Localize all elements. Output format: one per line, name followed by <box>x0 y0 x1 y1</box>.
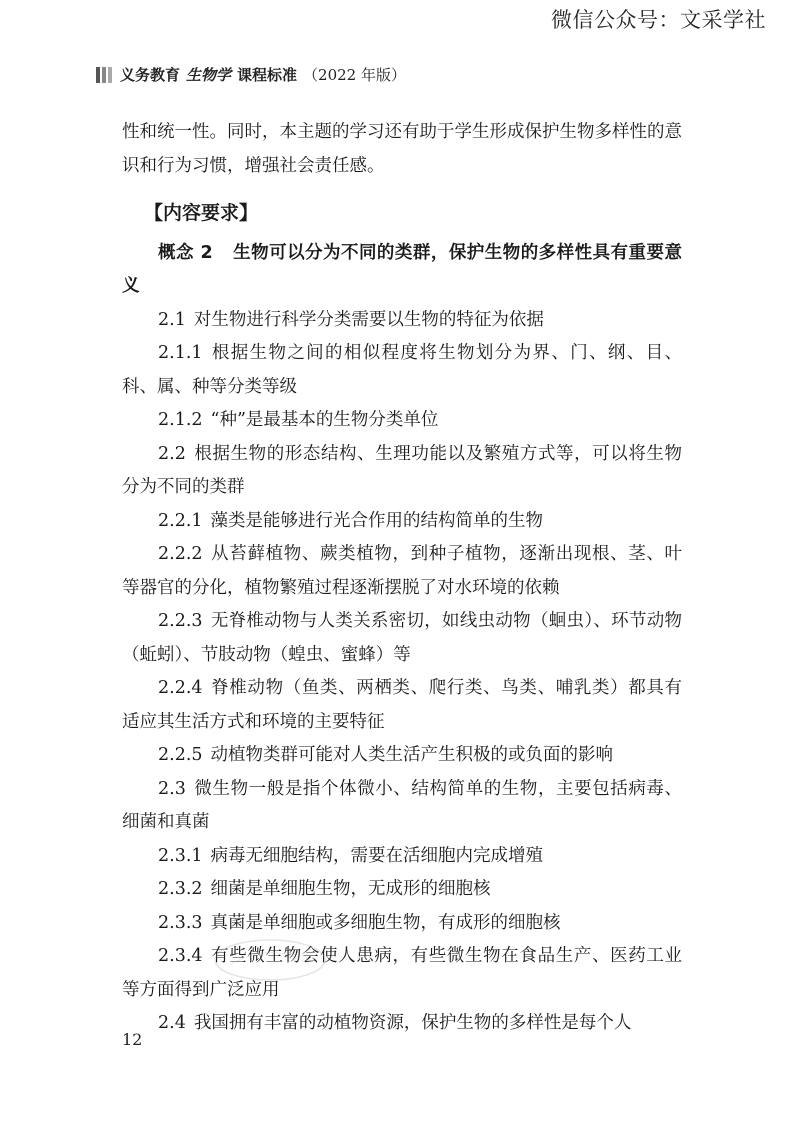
item-number: 2.3.3 <box>158 912 203 933</box>
item-text: 脊椎动物（鱼类、两栖类、爬行类、鸟类、哺乳类）都具有适应其生活方式和环境的主要特征 <box>122 678 682 732</box>
item-text: 无脊椎动物与人类关系密切，如线虫动物（蛔虫）、环节动物（蚯蚓）、节肢动物（蝗虫、蜜蜂）等 <box>122 611 682 665</box>
item-text: 有些微生物会使人患病，有些微生物在食品生产、医药工业等方面得到广泛应用 <box>122 946 682 1000</box>
section-heading: 【内容要求】 <box>144 202 259 224</box>
watermark-text: 微信公众号：文采学社 <box>551 8 766 32</box>
list-item <box>122 739 682 773</box>
list-item <box>122 907 682 941</box>
list-item <box>122 304 682 338</box>
item-number: 2.2.1 <box>158 510 203 531</box>
item-text: 根据生物之间的相似程度将生物划分为界、门、纲、目、科、属、种等分类等级 <box>122 343 682 397</box>
header-standard: 课程标准 <box>237 66 298 84</box>
list-item <box>122 438 682 505</box>
item-number: 2.2.5 <box>158 745 203 765</box>
faint-stamp-watermark <box>210 935 330 985</box>
concept-label: 概念 2 <box>158 242 213 263</box>
item-number: 2.3.2 <box>158 879 203 899</box>
item-text: 微生物一般是指个体微小、结构简单的生物，主要包括病毒、细菌和真菌 <box>122 778 682 832</box>
item-number: 2.3.4 <box>158 946 203 966</box>
item-text: 藻类是能够进行光合作用的结构简单的生物 <box>210 510 544 531</box>
list-item <box>122 873 682 907</box>
item-text: “种”是最基本的生物分类单位 <box>210 410 439 430</box>
item-number: 2.1.1 <box>158 343 203 363</box>
item-text: 动植物类群可能对人类生活产生积极的或负面的影响 <box>210 745 614 765</box>
item-text: 细菌是单细胞生物，无成形的细胞核 <box>210 879 491 899</box>
item-number: 2.3.1 <box>158 845 203 866</box>
item-number: 2.1.2 <box>158 410 203 430</box>
list-item <box>122 605 682 672</box>
item-text: 根据生物的形态结构、生理功能以及繁殖方式等，可以将生物分为不同的类群 <box>122 443 682 497</box>
list-item <box>122 672 682 739</box>
page-number: 12 <box>122 1030 143 1049</box>
page-content <box>122 116 682 1041</box>
list-item <box>122 337 682 404</box>
list-item <box>122 840 682 874</box>
item-number: 2.2.4 <box>158 678 203 698</box>
item-number: 2.4 <box>158 1013 186 1033</box>
concept-heading <box>122 237 682 304</box>
item-text: 我国拥有丰富的动植物资源，保护生物的多样性是每个人 <box>193 1013 632 1033</box>
item-text: 真菌是单细胞或多细胞生物，有成形的细胞核 <box>210 912 561 933</box>
list-item <box>122 940 682 1007</box>
header-subject: 生物学 <box>186 66 232 84</box>
item-number: 2.3 <box>158 778 186 799</box>
item-number: 2.2 <box>158 443 186 464</box>
intro-paragraph: 性和统一性。同时，本主题的学习还有助于学生形成保护生物多样性的意识和行为习惯，增强社会责任感。 <box>122 122 682 176</box>
header-year: （2022 年版） <box>303 66 406 84</box>
item-number: 2.1 <box>158 309 186 330</box>
item-text: 从苔藓植物、蕨类植物，到种子植物，逐渐出现根、茎、叶等器官的分化，植物繁殖过程逐渐摆脱了对水环境的依赖 <box>122 544 682 598</box>
list-item <box>122 404 682 438</box>
header-bars-decoration <box>96 67 112 83</box>
item-number: 2.2.2 <box>158 544 203 564</box>
header-title: 义务教育 <box>120 66 181 84</box>
list-item <box>122 1007 682 1041</box>
running-header <box>96 64 406 85</box>
list-item <box>122 505 682 539</box>
item-text: 对生物进行科学分类需要以生物的特征为依据 <box>193 309 544 330</box>
concept-text: 生物可以分为不同的类群，保护生物的多样性具有重要意义 <box>122 242 682 296</box>
item-text: 病毒无细胞结构，需要在活细胞内完成增殖 <box>210 845 544 866</box>
item-number: 2.2.3 <box>158 611 203 631</box>
list-item <box>122 773 682 840</box>
list-item <box>122 538 682 605</box>
